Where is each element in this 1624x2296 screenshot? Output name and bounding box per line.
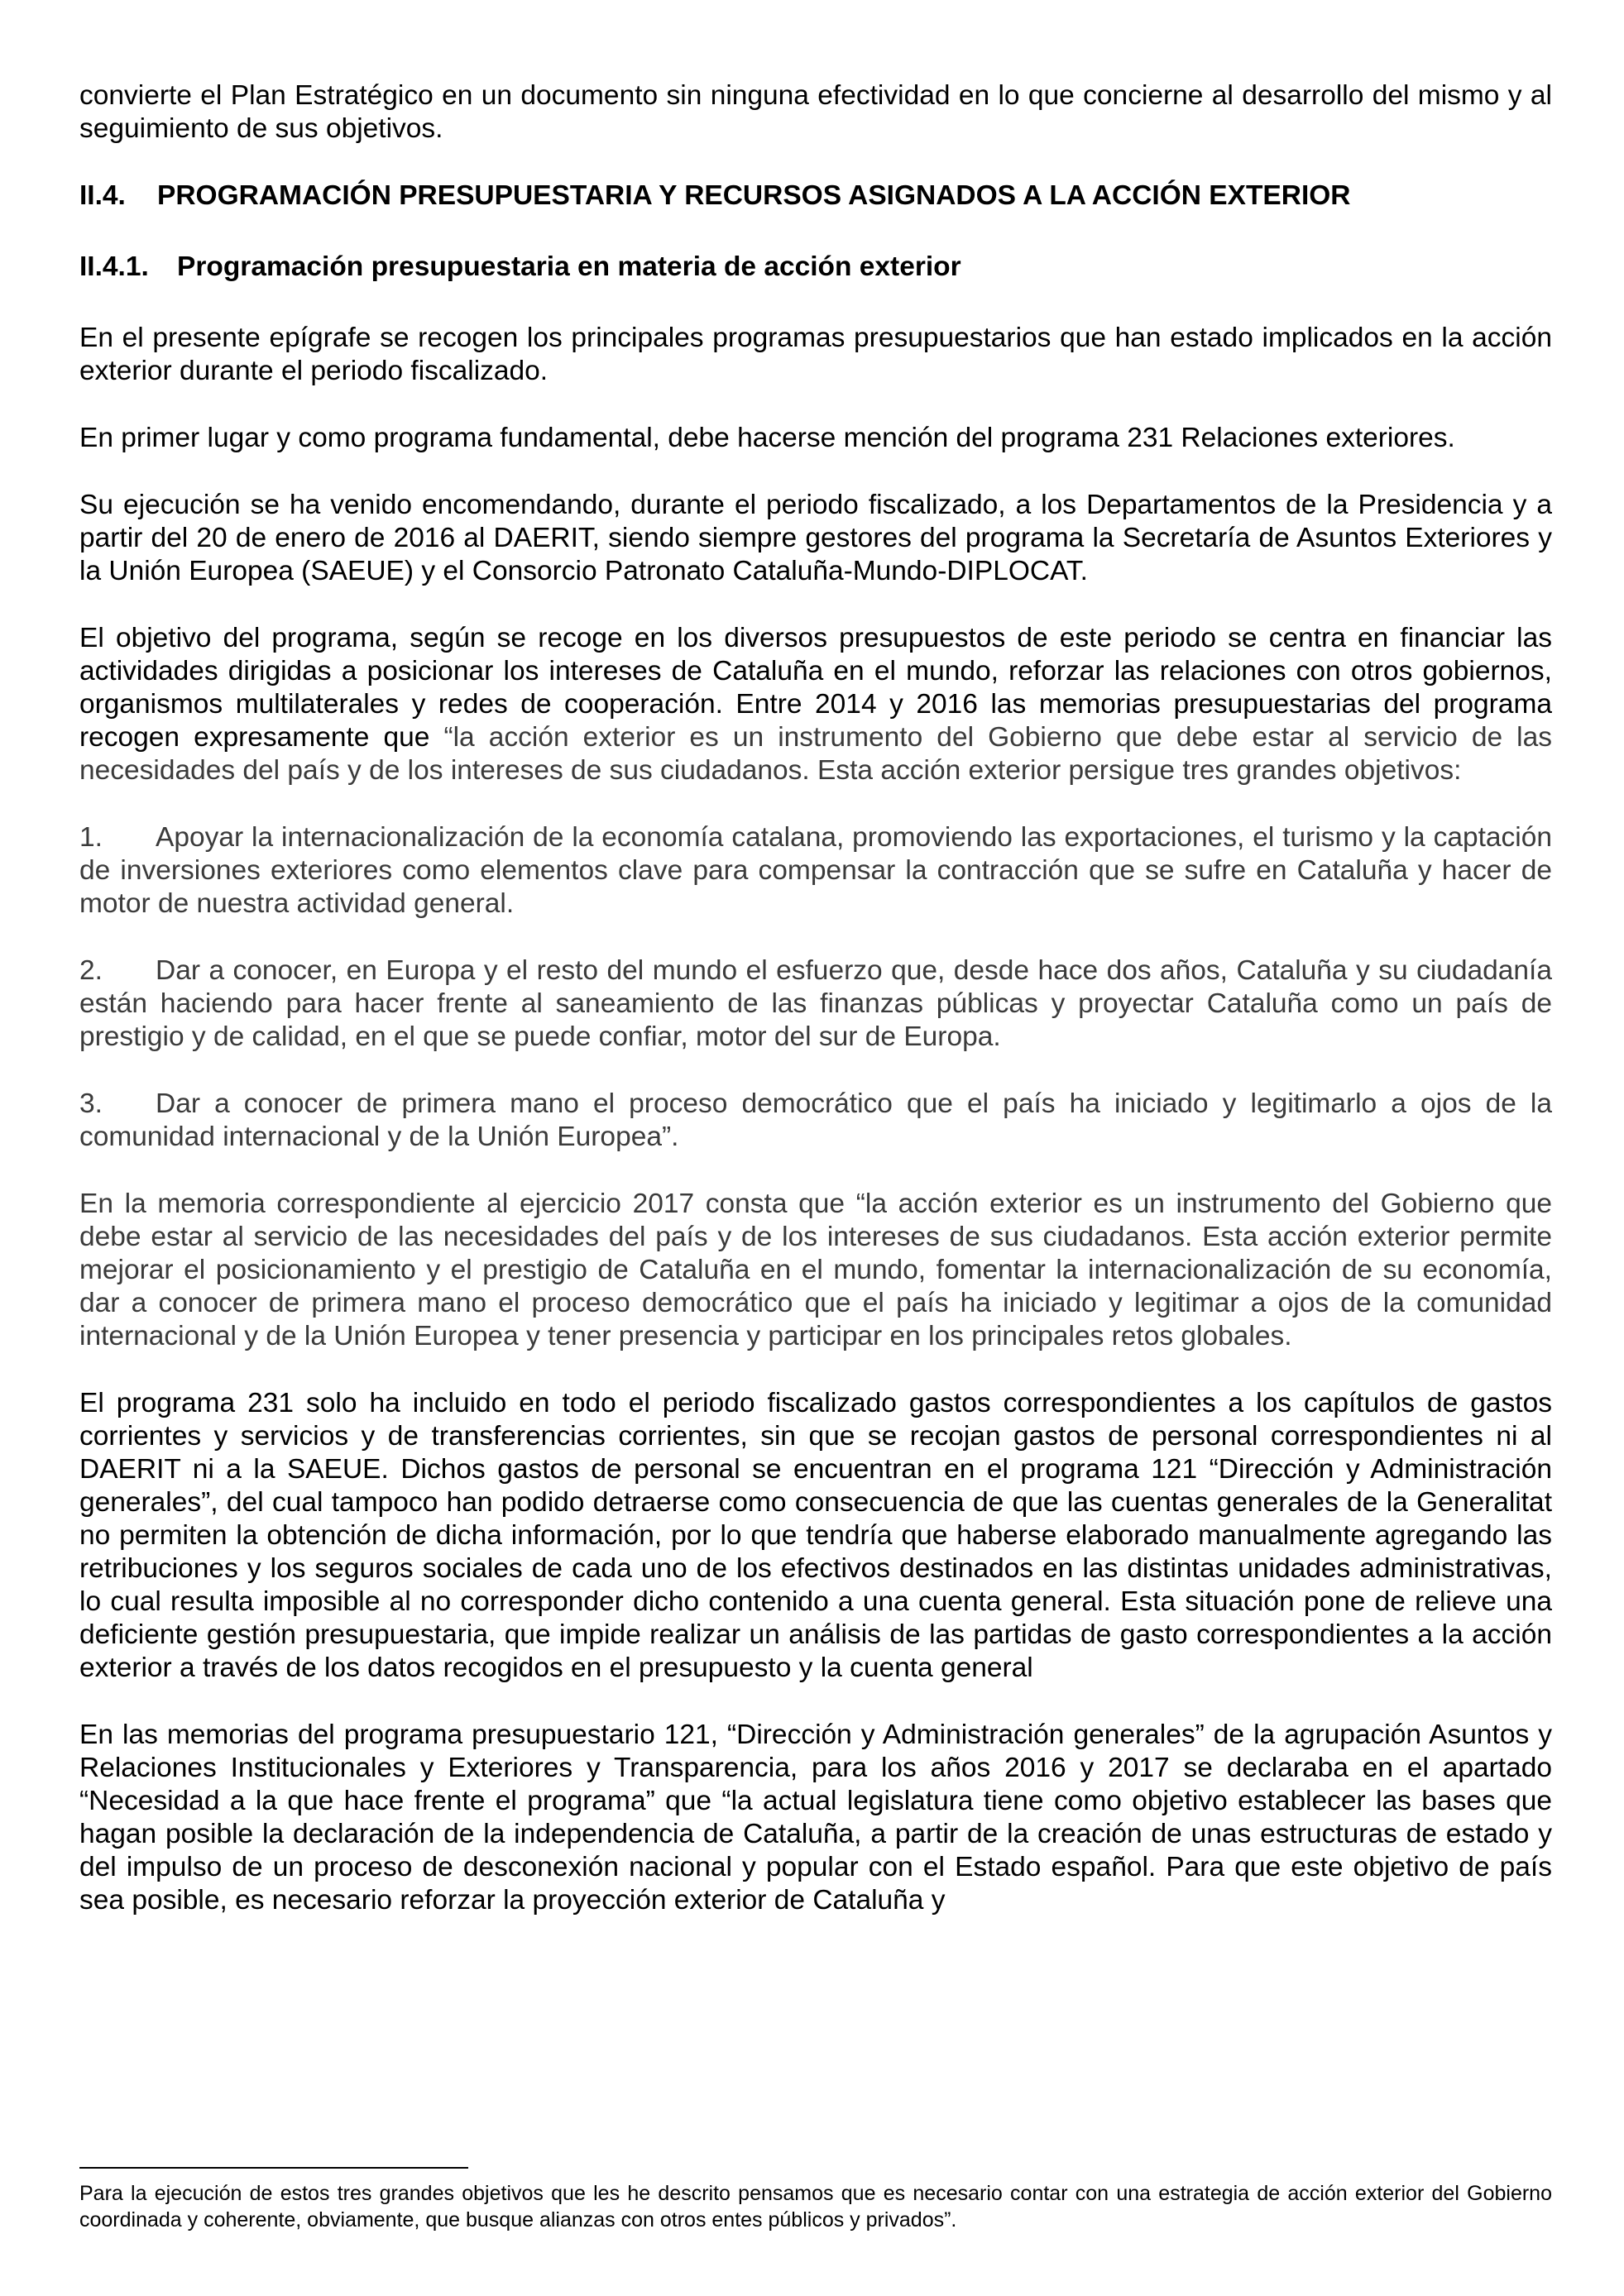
paragraph: En las memorias del programa presupuestario 121, “Dirección y Administración generales” de la agrupación Asuntos y Relaciones Institucionales y Exteriores y Transparencia, para los años 2016 y 2017 se declaraba en el apartado “Necesidad a la que hace frente el programa” que “la actual legislatura tiene como objetivo establecer las bases que hagan posible la declaración de la independencia de Cataluña, a partir de la creación de unas estructuras de estado y del impulso de un proceso de desconexión nacional y popular con el Estado español. Para que este objetivo de país sea posible, es necesario reforzar la proyección exterior de Cataluña y <box>79 1720 1552 1916</box>
section-title: PROGRAMACIÓN PRESUPUESTARIA Y RECURSOS ASIGNADOS A LA ACCIÓN EXTERIOR <box>157 180 1351 211</box>
paragraph <box>79 622 1552 787</box>
section-number: II.4. <box>79 180 126 211</box>
footnote: Para la ejecución de estos tres grandes objetivos que les he descrito pensamos que es necesario contar con una estrategia de acción exterior del Gobierno coordinada y coherente, obviamente, que busque alianzas con otros entes públicos y privados”. <box>79 2182 1552 2231</box>
section-heading <box>79 179 1552 213</box>
paragraph: En la memoria correspondiente al ejercicio 2017 consta que “la acción exterior es un instrumento del Gobierno que debe estar al servicio de las necesidades del país y de los intereses de sus ciudadanos. Esta acción exterior permite mejorar el posicionamiento y el prestigio de Cataluña en el mundo, fomentar la internacionalización de su economía, dar a conocer de primera mano el proceso democrático que el país ha iniciado y legitimar a ojos de la comunidad internacional y de la Unión Europea y tener presencia y participar en los principales retos globales. <box>79 1189 1552 1351</box>
document-page <box>79 79 1552 1951</box>
list-number: 2. <box>79 955 103 986</box>
list-number: 1. <box>79 822 103 853</box>
paragraph: Su ejecución se ha venido encomendando, durante el periodo fiscalizado, a los Departamentos de la Presidencia y a partir del 20 de enero de 2016 al DAERIT, siendo siempre gestores del programa la Secretaría de Asuntos Exteriores y la Unión Europea (SAEUE) y el Consorcio Patronato Cataluña-Mundo-DIPLOCAT. <box>79 490 1552 586</box>
list-item <box>79 821 1552 921</box>
footnote-divider <box>79 2167 468 2169</box>
paragraph: El programa 231 solo ha incluido en todo el periodo fiscalizado gastos correspondientes a los capítulos de gastos corrientes y servicios y de transferencias corrientes, sin que se recojan gastos de personal correspondientes ni al DAERIT ni a la SAEUE. Dichos gastos de personal se encuentran en el programa 121 “Dirección y Administración generales”, del cual tampoco han podido detraerse como consecuencia de que las cuentas generales de la Generalitat no permiten la obtención de dicha información, por lo que tendría que haberse elaborado manualmente agregando las retribuciones y los seguros sociales de cada uno de los efectivos destinados en las distintas unidades administrativas, lo cual resulta imposible al no corresponder dicho contenido a una cuenta general. Esta situación pone de relieve una deficiente gestión presupuestaria, que impide realizar un análisis de las partidas de gasto correspondientes a la acción exterior a través de los datos recogidos en el presupuesto y la cuenta general <box>79 1388 1552 1683</box>
subsection-heading <box>79 251 1552 284</box>
list-text: Dar a conocer de primera mano el proceso democrático que el país ha iniciado y legitimarlo a ojos de la comunidad internacional y de la Unión Europea”. <box>79 1088 1552 1152</box>
quoted-text: “la acción exterior es un instrumento del Gobierno que debe estar al servicio de las necesidades del país y de los intereses de sus ciudadanos. Esta acción exterior persigue tres grandes objetivos: <box>79 722 1552 786</box>
paragraph-intro: convierte el Plan Estratégico en un documento sin ninguna efectividad en lo que concierne al desarrollo del mismo y al seguimiento de sus objetivos. <box>79 80 1552 144</box>
list-number: 3. <box>79 1088 103 1119</box>
list-text: Dar a conocer, en Europa y el resto del mundo el esfuerzo que, desde hace dos años, Cataluña y su ciudadanía están haciendo para hacer frente al saneamiento de las finanzas públicas y proyectar Cataluña como un país de prestigio y de calidad, en el que se puede confiar, motor del sur de Europa. <box>79 955 1552 1052</box>
paragraph: En el presente epígrafe se recogen los principales programas presupuestarios que han estado implicados en la acción exterior durante el periodo fiscalizado. <box>79 323 1552 386</box>
paragraph-text: El objetivo del programa, según se recoge en los diversos presupuestos de este periodo se centra en financiar las actividades dirigidas a posicionar los intereses de Cataluña en el mundo, reforzar las relaciones con otros gobiernos, organismos multilaterales y redes de cooperación. Entre 2014 y 2016 las memorias presupuestarias del programa recogen expresamente que <box>79 623 1552 753</box>
paragraph: En primer lugar y como programa fundamental, debe hacerse mención del programa 231 Relaciones exteriores. <box>79 423 1455 453</box>
list-item <box>79 1088 1552 1154</box>
list-item <box>79 954 1552 1054</box>
subsection-number: II.4.1. <box>79 251 149 282</box>
list-text: Apoyar la internacionalización de la economía catalana, promoviendo las exportaciones, el turismo y la captación de inversiones exteriores como elementos clave para compensar la contracción que se sufre en Cataluña y hacer de motor de nuestra actividad general. <box>79 822 1552 919</box>
subsection-title: Programación presupuestaria en materia de acción exterior <box>177 251 961 282</box>
